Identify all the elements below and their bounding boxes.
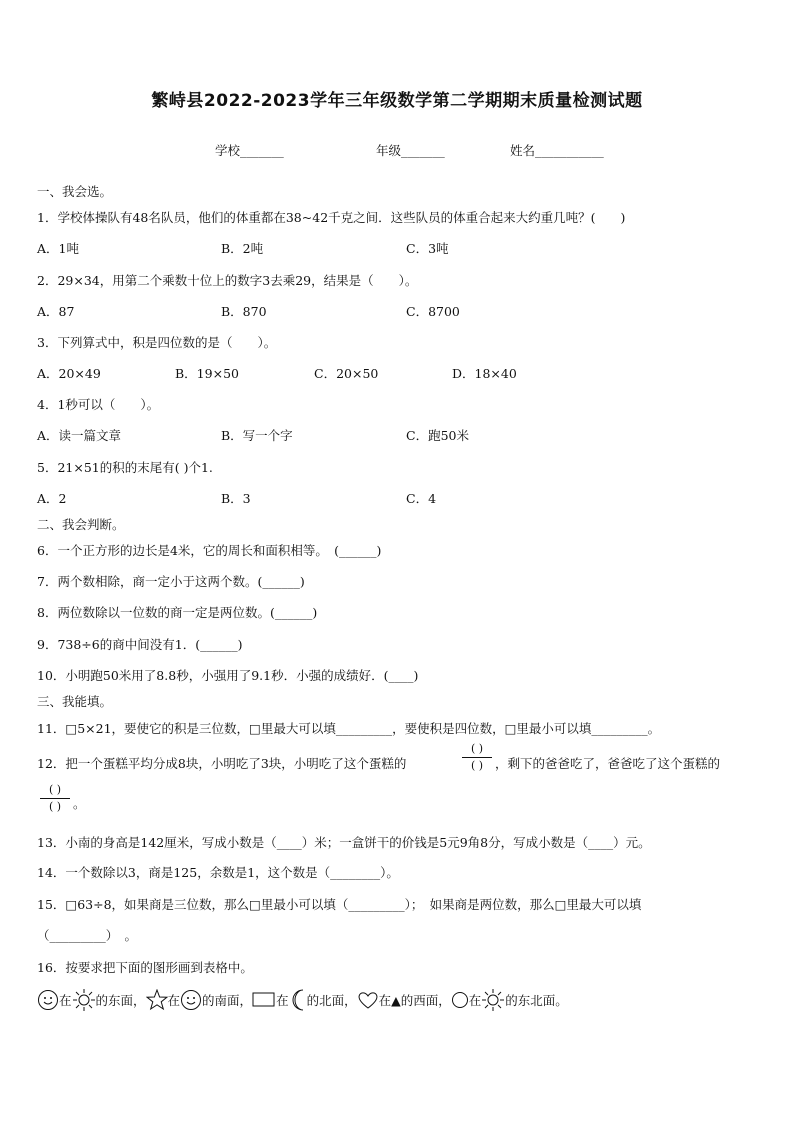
- question-15-cont: （_________） 。: [37, 928, 138, 943]
- question-16: 16．按要求把下面的图形画到表格中。: [37, 960, 253, 975]
- smiley-icon: [37, 989, 59, 1011]
- page-title: 繁峙县2022-2023学年三年级数学第二学期期末质量检测试题: [151, 91, 643, 111]
- question-12-end: 。: [73, 796, 86, 811]
- question-11: 11．□5×21，要使它的积是三位数，□里最大可以填_________，要使积是四位数，□里最小可以填_________。: [37, 721, 661, 736]
- grade-field: 年级_______: [376, 143, 445, 158]
- q4-option-b: B．写一个字: [221, 428, 293, 443]
- q16-text-6: 的北面，: [306, 993, 357, 1008]
- question-15: 15．□63÷8，如果商是三位数，那么□里最小可以填（_________）； 如果商是两位数，那么□里最大可以填: [37, 897, 642, 912]
- q5-option-a: A．2: [37, 491, 67, 506]
- q5-option-c: C．4: [406, 491, 437, 506]
- q2-option-b: B．870: [221, 304, 267, 319]
- q3-option-b: B．19×50: [175, 366, 239, 381]
- q16-text-9: 的东北面。: [505, 993, 568, 1008]
- numerator: ( ): [470, 742, 484, 755]
- q2-option-a: A．87: [37, 304, 75, 319]
- q3-option-c: C．20×50: [314, 366, 379, 381]
- question-6: 6．一个正方形的边长是4米，它的周长和面积相等。 (______): [37, 543, 382, 558]
- circle-icon: [451, 991, 469, 1009]
- question-10: 10．小明跑50米用了8.8秒，小强用了9.1秒．小强的成绩好．(____): [37, 668, 419, 683]
- q1-option-c: C．3吨: [406, 241, 449, 256]
- star-icon: [146, 989, 168, 1011]
- question-7: 7．两个数相除，商一定小于这两个数。(______): [37, 574, 305, 589]
- q16-text-4: 的南面，: [202, 993, 253, 1008]
- smiley-icon: [180, 989, 202, 1011]
- sun-icon: [72, 988, 96, 1012]
- section-heading: 三、我能填。: [37, 694, 113, 709]
- question-3: 3．下列算式中，积是四位数的是（ ）。: [37, 335, 277, 350]
- q16-text-3: 在: [167, 993, 181, 1008]
- fraction-blank: [40, 783, 70, 814]
- question-1: 1．学校体操队有48名队员，他们的体重都在38~42千克之间．这些队员的体重合起来大约重几吨？( ): [37, 210, 626, 225]
- question-5: 5．21×51的积的末尾有( )个1.: [37, 460, 213, 475]
- question-9: 9．738÷6的商中间没有1．(______): [37, 637, 243, 652]
- sun-icon: [481, 988, 505, 1012]
- question-13: 13．小南的身高是142厘米，写成小数是（____）米；一盒饼干的价钱是5元9角8分，写成小数是（____）元。: [37, 835, 651, 850]
- section-heading: 二、我会判断。: [37, 517, 125, 532]
- school-field: 学校_______: [215, 143, 284, 158]
- section-heading: 一、我会选。: [37, 184, 113, 199]
- q16-text-5: 在: [276, 993, 289, 1008]
- q4-option-c: C．跑50米: [406, 428, 469, 443]
- question-14: 14．一个数除以3，商是125，余数是1，这个数是（________）。: [37, 865, 399, 880]
- question-12-part1: 12．把一个蛋糕平均分成8块，小明吃了3块，小明吃了这个蛋糕的: [37, 756, 407, 771]
- question-8: 8．两位数除以一位数的商一定是两位数。(______): [37, 605, 318, 620]
- q1-option-b: B．2吨: [221, 241, 264, 256]
- q2-option-c: C．8700: [406, 304, 460, 319]
- rectangle-icon: [252, 992, 276, 1008]
- fraction-bar: [40, 798, 70, 799]
- q1-option-a: A．1吨: [37, 241, 79, 256]
- heart-icon: [357, 990, 379, 1010]
- name-field: 姓名___________: [510, 143, 604, 158]
- denominator: ( ): [470, 759, 484, 772]
- q16-text-7: 在▲的西面，: [378, 993, 451, 1008]
- question-12-part2: ，剩下的爸爸吃了，爸爸吃了这个蛋糕的: [495, 756, 721, 771]
- q16-text-8: 在: [468, 993, 482, 1008]
- moon-icon: [289, 988, 307, 1012]
- question-4: 4．1秒可以（ ）。: [37, 397, 160, 412]
- q3-option-a: A．20×49: [37, 366, 101, 381]
- denominator: ( ): [48, 800, 62, 813]
- fraction-blank: [462, 742, 492, 773]
- q16-text-2: 的东面，: [95, 993, 146, 1008]
- question-2: 2．29×34，用第二个乘数十位上的数字3去乘29，结果是（ ）。: [37, 273, 418, 288]
- q16-text-1: 在: [59, 993, 72, 1008]
- numerator: ( ): [48, 783, 62, 796]
- fraction-bar: [462, 757, 492, 758]
- q4-option-a: A．读一篇文章: [37, 428, 122, 443]
- q3-option-d: D．18×40: [452, 366, 517, 381]
- q5-option-b: B．3: [221, 491, 251, 506]
- question-16-shapes: [37, 988, 568, 1012]
